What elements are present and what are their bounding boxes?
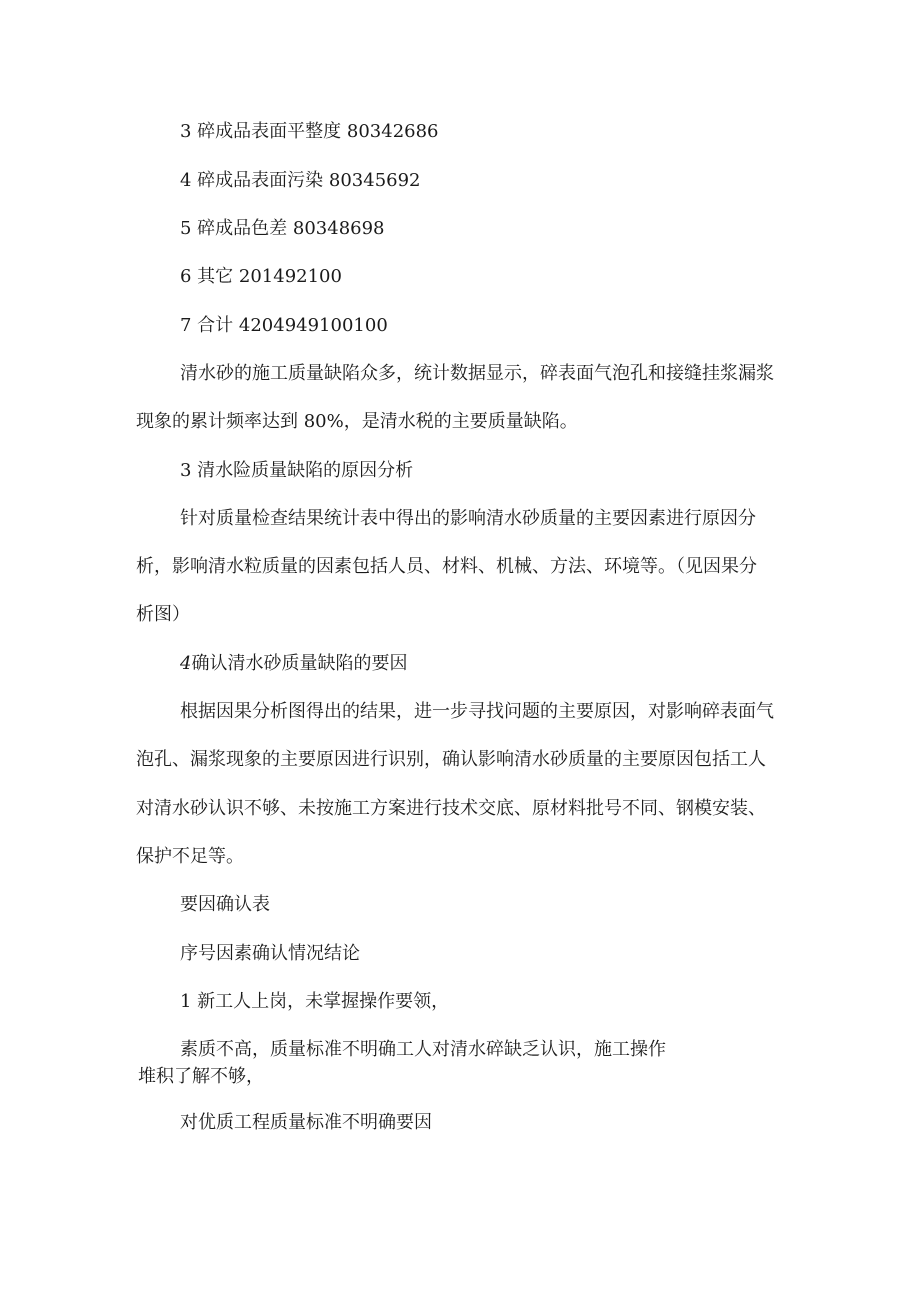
paragraph-1-line-1: 清水砂的施工质量缺陷众多，统计数据显示，碎表面气泡孔和接缝挂浆漏浆 (180, 363, 774, 384)
table-row-1: 1 新工人上岗，未掌握操作要领， (180, 991, 450, 1012)
table-row-2-line-1: 素质不高，质量标准不明确工人对清水碎缺乏认识，施工操作 (180, 1039, 666, 1060)
table-row-3: 对优质工程质量标准不明确要因 (180, 1112, 432, 1133)
table-row-2-line-2: 堆积了解不够， (138, 1066, 264, 1087)
defect-row-4: 4 碎成品表面污染 80345692 (180, 170, 421, 191)
paragraph-3-line-3: 对清水砂认识不够、未按施工方案进行技术交底、原材料批号不同、钢模安装、 (136, 798, 766, 819)
table-title: 要因确认表 (180, 894, 270, 915)
defect-row-total: 7 合计 4204949100100 (180, 315, 388, 336)
paragraph-3-line-4: 保护不足等。 (136, 846, 244, 867)
paragraph-3-line-2: 泡孔、漏浆现象的主要原因进行识别，确认影响清水砂质量的主要原因包括工人 (136, 749, 766, 770)
table-header: 序号因素确认情况结论 (180, 943, 360, 964)
defect-row-5: 5 碎成品色差 80348698 (180, 218, 385, 239)
paragraph-3-line-1: 根据因果分析图得出的结果，进一步寻找问题的主要原因，对影响碎表面气 (180, 701, 774, 722)
paragraph-1-line-2: 现象的累计频率达到 80%，是清水税的主要质量缺陷。 (136, 411, 578, 432)
paragraph-2-line-1: 针对质量检查结果统计表中得出的影响清水砂质量的主要因素进行原因分 (180, 508, 756, 529)
paragraph-2-line-3: 析图） (136, 604, 190, 625)
defect-row-3: 3 碎成品表面平整度 80342686 (180, 121, 439, 142)
section-heading-3: 3 清水险质量缺陷的原因分析 (180, 460, 414, 481)
section-heading-4-text: 确认清水砂质量缺陷的要因 (191, 653, 408, 674)
section-heading-4-number: 4 (180, 653, 192, 674)
defect-row-6: 6 其它 201492100 (180, 266, 342, 287)
paragraph-2-line-2: 析，影响清水粒质量的因素包括人员、材料、机械、方法、环境等。（见因果分 (136, 556, 757, 577)
section-heading-4 (180, 652, 407, 676)
